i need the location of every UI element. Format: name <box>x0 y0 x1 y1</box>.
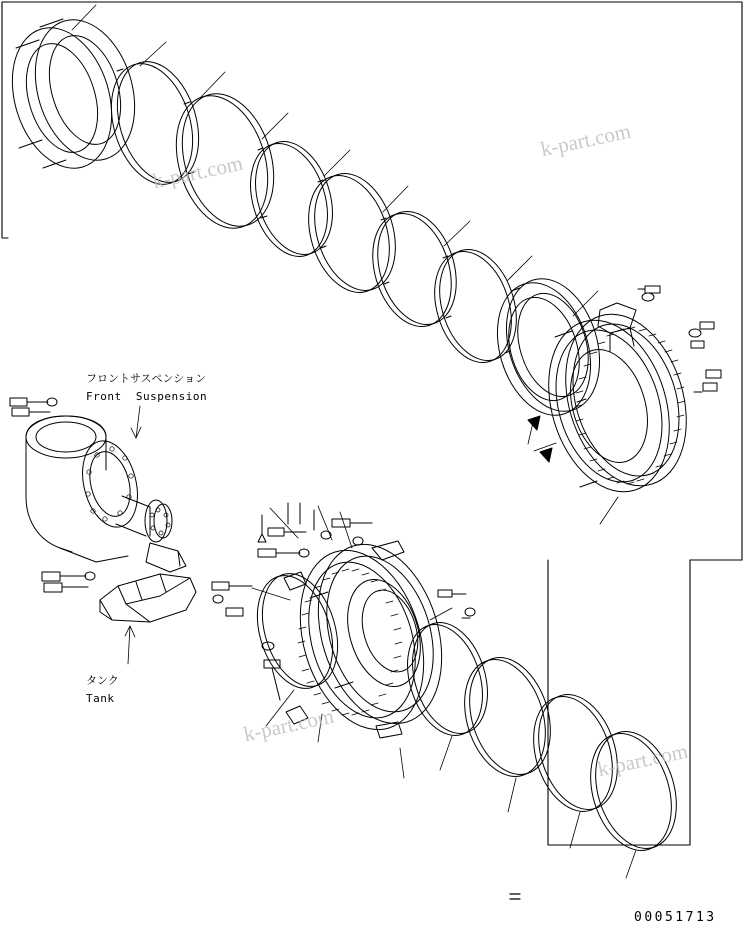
callout-front-suspension-jp: フロントサスペンション <box>86 372 207 385</box>
bolt-hub-left <box>212 582 252 616</box>
bolt-hub-2 <box>288 503 372 545</box>
disc-plate-4 <box>238 132 346 266</box>
tank-pad-assembly <box>100 574 196 622</box>
watermark-4: k-part.com <box>595 738 690 782</box>
bolt-upper-1 <box>638 286 660 301</box>
bolt-knuckle-1 <box>10 398 57 406</box>
disc-plate-6 <box>360 202 470 337</box>
leader-lines-top <box>72 5 618 524</box>
callout-front-suspension-en: Front Suspension <box>86 390 208 403</box>
arrow-markers <box>528 416 552 462</box>
watermark-1: k-part.com <box>150 150 245 194</box>
disc-plate-rear-1 <box>245 564 351 697</box>
bolt-hub-right-small <box>438 590 475 618</box>
bolt-hub-3 <box>268 528 306 536</box>
bolt-tank-2 <box>44 583 88 592</box>
disc-plate-rear-3 <box>451 648 564 787</box>
bolt-tank-1 <box>42 572 95 581</box>
watermark-2: k-part.com <box>538 118 633 162</box>
disc-plate-5 <box>295 164 409 303</box>
leader-tank <box>125 626 135 664</box>
callout-tank-jp: タンク <box>86 674 119 687</box>
watermark-3: k-part.com <box>241 703 336 747</box>
bolt-upper-2 <box>689 322 714 348</box>
leader-front-suspension <box>131 406 141 438</box>
ring-gear-housing <box>529 299 706 507</box>
frame-border <box>2 2 742 845</box>
bolt-upper-3 <box>694 370 721 392</box>
brake-housing-ring <box>0 7 151 180</box>
disc-plate-7 <box>422 240 529 372</box>
leader-lines-bottom <box>252 506 636 878</box>
scale-dashes <box>510 894 520 899</box>
front-suspension-knuckle <box>26 416 186 572</box>
drawing-part-number: 00051713 <box>634 910 717 925</box>
bolt-knuckle-2 <box>12 408 50 416</box>
mounting-bracket-upper <box>598 303 636 352</box>
brake-piston-ring <box>482 267 615 427</box>
callout-tank-en: Tank <box>86 692 115 705</box>
